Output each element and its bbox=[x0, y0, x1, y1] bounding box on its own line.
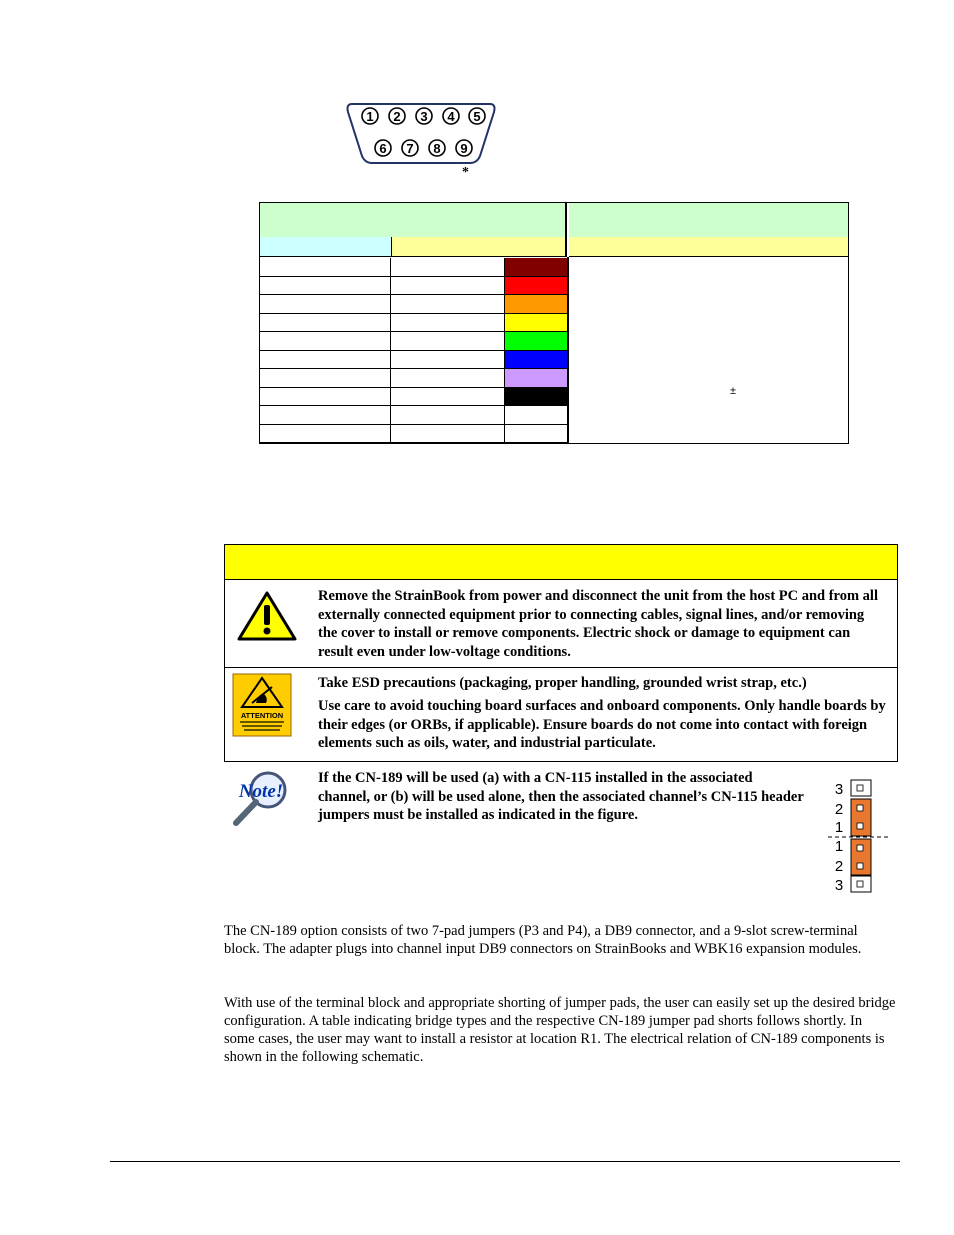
db9-pin bbox=[456, 140, 472, 156]
warnings-header bbox=[225, 545, 897, 580]
db9-pin bbox=[416, 108, 432, 124]
table-subheader-a bbox=[260, 237, 391, 257]
wire-color-swatch bbox=[505, 277, 567, 295]
table-cell bbox=[391, 258, 505, 276]
table-row bbox=[260, 277, 567, 296]
table-subheader-b bbox=[391, 237, 567, 257]
jumper-pin-label: 1 bbox=[834, 819, 844, 836]
table-cell bbox=[260, 388, 391, 406]
wire-color-swatch bbox=[505, 425, 567, 443]
pinout-table bbox=[259, 202, 849, 444]
table-cell bbox=[260, 406, 391, 424]
db9-pin bbox=[402, 140, 418, 156]
table-cell bbox=[391, 406, 505, 424]
table-cell bbox=[391, 295, 505, 313]
jumper-pin-label: 2 bbox=[834, 858, 844, 875]
table-cell bbox=[391, 314, 505, 332]
body-paragraph: The CN-189 option consists of two 7-pad jumpers (P3 and P4), a DB9 connector, and a 9-slot screw-terminal block. The adapter plugs into channel input DB9 connectors on StrainBooks and WBK16 expansion modules. bbox=[224, 923, 862, 957]
table-cell bbox=[391, 332, 505, 350]
table-cell bbox=[260, 369, 391, 387]
jumper-pin-label: 3 bbox=[834, 877, 844, 894]
pin-label: 3 bbox=[420, 109, 428, 124]
esd-badge-label: ATTENTION bbox=[240, 711, 284, 720]
plus-minus-symbol: ± bbox=[730, 385, 737, 397]
table-row bbox=[260, 351, 567, 370]
db9-pin bbox=[469, 108, 485, 124]
table-row bbox=[260, 295, 567, 314]
table-cell bbox=[260, 295, 391, 313]
table-cell bbox=[260, 351, 391, 369]
wire-color-swatch bbox=[505, 314, 567, 332]
table-cell bbox=[391, 351, 505, 369]
table-cell bbox=[391, 369, 505, 387]
esd-warning-title: Take ESD precautions (packaging, proper handling, grounded wrist strap, etc.) bbox=[318, 675, 807, 691]
body-paragraph: With use of the terminal block and appropriate shorting of jumper pads, the user can easily set up the desired bridge configuration. A table indicating bridge types and the respective CN-189 jumper pad shorts follows shortly. In some cases, the user may want to install a resistor at location R1. The electrical relation of CN-189 components is shown in the following schematic. bbox=[224, 995, 896, 1065]
db9-pin bbox=[375, 140, 391, 156]
wire-color-swatch bbox=[505, 369, 567, 387]
db9-pin bbox=[429, 140, 445, 156]
table-row bbox=[260, 406, 567, 425]
db9-pin bbox=[443, 108, 459, 124]
table-cell bbox=[391, 277, 505, 295]
table-cell bbox=[260, 425, 391, 443]
table-row bbox=[260, 388, 567, 407]
wire-color-swatch bbox=[505, 351, 567, 369]
footnote-mark: * bbox=[462, 165, 469, 180]
jumper-pin-label: 2 bbox=[834, 801, 844, 818]
pin-label: 5 bbox=[473, 109, 481, 124]
jumper-pin-label: 3 bbox=[834, 781, 844, 798]
wire-color-swatch bbox=[505, 406, 567, 424]
jumper-pin-label: 1 bbox=[834, 838, 844, 855]
table-cell bbox=[260, 314, 391, 332]
table-row bbox=[260, 332, 567, 351]
table-row bbox=[260, 258, 567, 277]
wire-color-swatch bbox=[505, 258, 567, 276]
power-warning-text: Remove the StrainBook from power and disconnect the unit from the host PC and from all externally connected equipment prior to connecting cables, signal lines, and/or removing the cover to install or remove components. Electric shock or damage to equipment can result even under low-voltage conditions. bbox=[318, 588, 878, 660]
pin-label: 8 bbox=[433, 141, 441, 156]
header-jumper-figure bbox=[826, 776, 890, 894]
db9-pin bbox=[389, 108, 405, 124]
table-row bbox=[260, 369, 567, 388]
table-cell bbox=[391, 425, 505, 443]
table-subheader-c bbox=[569, 237, 848, 257]
table-header-left bbox=[260, 203, 567, 237]
warnings-row-divider bbox=[225, 667, 897, 668]
db9-pin bbox=[362, 108, 378, 124]
table-cell bbox=[391, 388, 505, 406]
pin-label: 2 bbox=[393, 109, 401, 124]
table-row bbox=[260, 425, 567, 444]
table-row bbox=[260, 314, 567, 333]
pin-label: 1 bbox=[366, 109, 374, 124]
warning-triangle-icon bbox=[236, 590, 298, 642]
pin-label: 7 bbox=[406, 141, 414, 156]
pin-label: 6 bbox=[379, 141, 387, 156]
db9-connector-diagram bbox=[346, 100, 496, 166]
note-icon-label: Note! bbox=[238, 781, 284, 802]
table-header-right bbox=[569, 203, 848, 237]
table-cell bbox=[260, 332, 391, 350]
footer-rule bbox=[110, 1161, 900, 1162]
esd-warning-body: Use care to avoid touching board surfaces and onboard components. Only handle boards by their edges (or ORBs, if applicable). Ensure boards do not come into contact with foreign elements such as oils, water, and industrial particulate. bbox=[318, 698, 886, 751]
pin-label: 4 bbox=[447, 109, 455, 124]
esd-attention-icon bbox=[232, 673, 292, 737]
wire-color-swatch bbox=[505, 295, 567, 313]
wire-color-swatch bbox=[505, 332, 567, 350]
table-cell bbox=[260, 277, 391, 295]
table-divider bbox=[567, 257, 569, 443]
wire-color-swatch bbox=[505, 388, 567, 406]
table-cell bbox=[260, 258, 391, 276]
note-text: If the CN-189 will be used (a) with a CN-115 installed in the associated channel, or (b) will be used alone, then the associated channel’s CN-115 header jumpers must be installed as indicated in the figure. bbox=[318, 770, 804, 823]
note-magnifier-icon bbox=[228, 768, 292, 828]
pin-label: 9 bbox=[460, 141, 468, 156]
